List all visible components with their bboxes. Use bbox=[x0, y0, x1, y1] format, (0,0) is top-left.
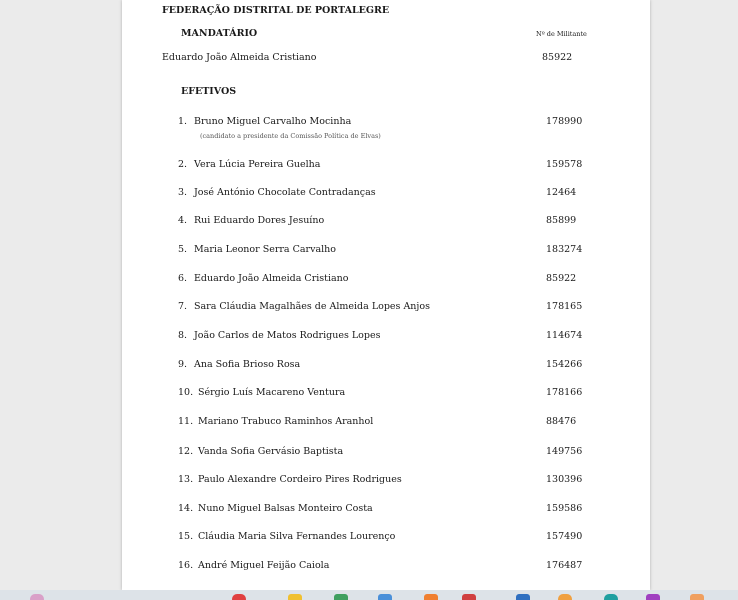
efetivo-index: 12. bbox=[178, 446, 194, 457]
efetivo-name: André Miguel Feijão Caiola bbox=[198, 560, 330, 571]
efetivo-number: 183274 bbox=[546, 244, 583, 255]
blue-app-icon[interactable] bbox=[378, 594, 392, 600]
efetivo-number: 176487 bbox=[546, 560, 583, 571]
efetivo-name: Sara Cláudia Magalhães de Almeida Lopes Anjos bbox=[194, 301, 430, 312]
efetivo-number: 178166 bbox=[546, 387, 583, 398]
efetivo-index: 13. bbox=[178, 474, 194, 485]
efetivo-index: 3. bbox=[178, 187, 188, 198]
militante-column-header: Nº de Militante bbox=[536, 30, 587, 38]
efetivo-index: 16. bbox=[178, 560, 194, 571]
mandatario-number: 85922 bbox=[542, 52, 573, 63]
efetivo-number: 178165 bbox=[546, 301, 583, 312]
efetivo-name: Rui Eduardo Dores Jesuíno bbox=[194, 215, 325, 226]
mandatario-name: Eduardo João Almeida Cristiano bbox=[162, 52, 317, 63]
red-app-icon[interactable] bbox=[232, 594, 246, 600]
efetivo-index: 15. bbox=[178, 531, 194, 542]
efetivo-number: 157490 bbox=[546, 531, 583, 542]
taskbar bbox=[0, 590, 738, 600]
efetivo-number: 149756 bbox=[546, 446, 583, 457]
green-app-icon[interactable] bbox=[334, 594, 348, 600]
efetivo-name: Cláudia Maria Silva Fernandes Lourenço bbox=[198, 531, 396, 542]
efetivo-name: Vanda Sofia Gervásio Baptista bbox=[198, 446, 344, 457]
efetivo-index: 11. bbox=[178, 416, 194, 427]
efetivo-index: 4. bbox=[178, 215, 188, 226]
efetivo-name: Mariano Trabuco Raminhos Aranhol bbox=[198, 416, 374, 427]
efetivo-index: 2. bbox=[178, 159, 188, 170]
efetivo-number: 88476 bbox=[546, 416, 577, 427]
teal-app-icon[interactable] bbox=[604, 594, 618, 600]
efetivo-index: 7. bbox=[178, 301, 188, 312]
efetivo-index: 9. bbox=[178, 359, 188, 370]
efetivo-index: 5. bbox=[178, 244, 188, 255]
efetivo-index: 6. bbox=[178, 273, 188, 284]
efetivo-number: 85922 bbox=[546, 273, 577, 284]
flower-icon[interactable] bbox=[30, 594, 44, 600]
efetivos-heading: EFETIVOS bbox=[181, 86, 237, 97]
efetivo-number: 130396 bbox=[546, 474, 583, 485]
efetivo-index: 8. bbox=[178, 330, 188, 341]
efetivo-number: 114674 bbox=[546, 330, 583, 341]
efetivo-number: 178990 bbox=[546, 116, 583, 127]
efetivo-name: José António Chocolate Contradanças bbox=[194, 187, 376, 198]
efetivo-number: 12464 bbox=[546, 187, 577, 198]
efetivo-name: Nuno Miguel Balsas Monteiro Costa bbox=[198, 503, 373, 514]
orange-round-icon[interactable] bbox=[558, 594, 572, 600]
efetivo-name: Vera Lúcia Pereira Guelha bbox=[194, 159, 321, 170]
orange-tile-icon[interactable] bbox=[690, 594, 704, 600]
efetivo-name: João Carlos de Matos Rodrigues Lopes bbox=[194, 330, 381, 341]
efetivo-number: 159586 bbox=[546, 503, 583, 514]
efetivo-index: 14. bbox=[178, 503, 194, 514]
efetivo-number: 154266 bbox=[546, 359, 583, 370]
purple-app-icon[interactable] bbox=[646, 594, 660, 600]
document-title: FEDERAÇÃO DISTRITAL DE PORTALEGRE bbox=[162, 5, 390, 16]
efetivo-name: Bruno Miguel Carvalho Mocinha bbox=[194, 116, 352, 127]
efetivo-name: Eduardo João Almeida Cristiano bbox=[194, 273, 349, 284]
blue-tile-icon[interactable] bbox=[516, 594, 530, 600]
efetivo-index: 1. bbox=[178, 116, 188, 127]
efetivo-name: Ana Sofia Brioso Rosa bbox=[194, 359, 301, 370]
efetivo-index: 10. bbox=[178, 387, 194, 398]
yellow-app-icon[interactable] bbox=[288, 594, 302, 600]
efetivo-number: 159578 bbox=[546, 159, 583, 170]
efetivo-name: Maria Leonor Serra Carvalho bbox=[194, 244, 336, 255]
red-tile-icon[interactable] bbox=[462, 594, 476, 600]
document-page bbox=[122, 0, 650, 590]
efetivo-number: 85899 bbox=[546, 215, 577, 226]
mandatario-heading: MANDATÁRIO bbox=[181, 28, 258, 39]
efetivo-note: (candidato a presidente da Comissão Política de Elvas) bbox=[200, 132, 381, 140]
orange-app-icon[interactable] bbox=[424, 594, 438, 600]
efetivo-name: Sérgio Luís Macareno Ventura bbox=[198, 387, 346, 398]
efetivo-name: Paulo Alexandre Cordeiro Pires Rodrigues bbox=[198, 474, 402, 485]
